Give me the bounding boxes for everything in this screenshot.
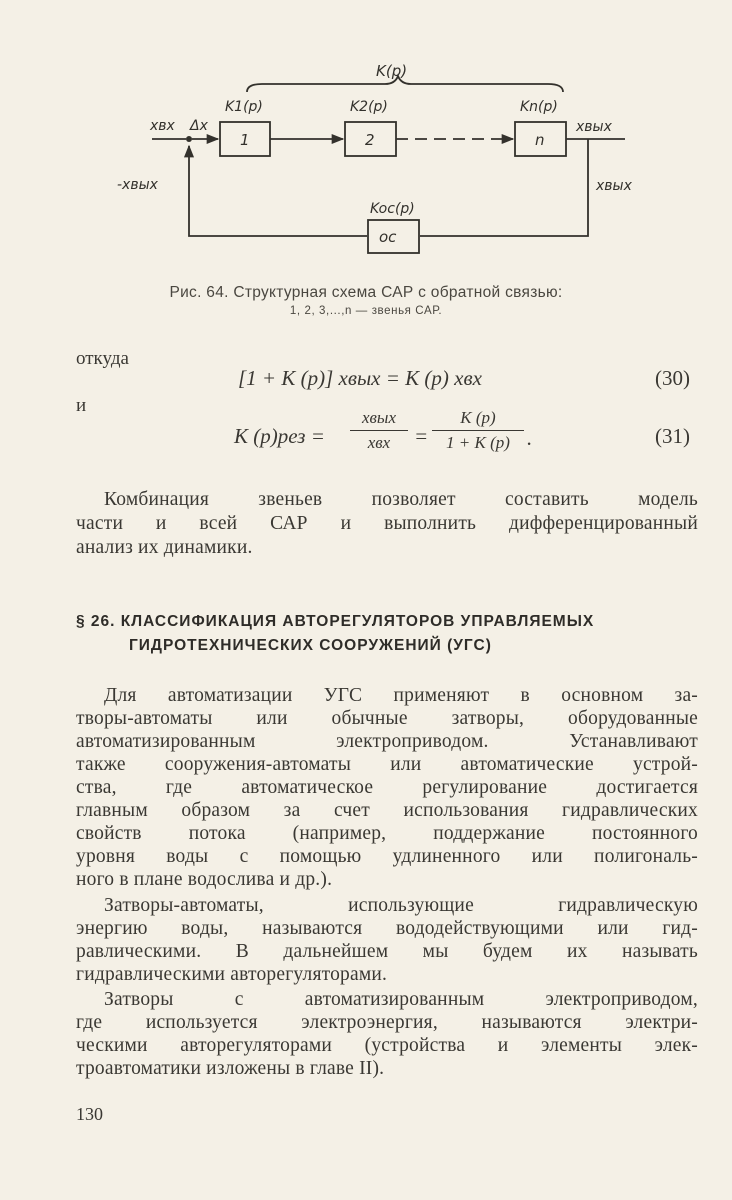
fraction-2-numerator: K (p)	[460, 408, 496, 427]
equation-31-number: (31)	[655, 424, 690, 448]
p1-line-7: свойств потока (например, поддержание постоянного	[76, 823, 698, 844]
p2-line-4: гидравлическими авторегуляторами.	[76, 964, 388, 985]
fraction-1-numerator: xвых	[362, 408, 396, 427]
caption-line-1: Рис. 64. Структурная схема САР с обратной связью:	[169, 284, 563, 301]
summing-junction	[186, 136, 192, 142]
p1-line-6: главным образом за счет использования гидравлических	[76, 800, 698, 821]
p3-line-2: где используется электроэнергия, называются электри-	[76, 1012, 698, 1033]
feedback-left	[189, 146, 367, 236]
label-k2: K2(p)	[350, 99, 388, 115]
label-k1: K1(p)	[225, 99, 263, 115]
label-kn: Kn(p)	[520, 99, 558, 115]
label-x-out: xвых	[576, 119, 612, 135]
label-x-out-feedback: xвых	[596, 178, 632, 194]
p1-line-1: Для автоматизации УГС применяют в основном за-	[104, 685, 698, 706]
fraction-1-denominator: xвх	[367, 433, 391, 452]
block-2-label: 2	[365, 131, 375, 149]
fraction-2-bar	[432, 430, 524, 431]
intro-line-1: Комбинация звеньев позволяет составить модель	[104, 489, 698, 510]
label-x-in: xвх	[150, 118, 175, 134]
p2-line-1: Затворы-автоматы, использующие гидравлическую	[104, 895, 698, 916]
equation-31-equals: =	[414, 424, 429, 448]
p2-line-2: энергию воды, называются вододействующими или гид-	[76, 918, 698, 939]
feedback-right	[420, 139, 588, 236]
block-oc-label: ос	[379, 228, 397, 246]
diagram-svg	[0, 0, 732, 270]
equation-31-fraction-1	[350, 408, 408, 453]
p3-line-1: Затворы с автоматизированным электроприводом,	[104, 989, 698, 1010]
equation-30-number: (30)	[655, 366, 690, 390]
section-heading	[76, 610, 676, 658]
block-diagram	[0, 0, 732, 270]
p1-line-2: творы-автоматы или обычные затворы, оборудованные	[76, 708, 698, 729]
equation-30: [1 + K (p)] xвых = K (p) xвх	[238, 366, 482, 390]
fraction-1-bar	[350, 430, 408, 431]
caption-line-2: 1, 2, 3,...,n — звенья САР.	[289, 305, 443, 317]
p1-line-5: ства, где автоматическое регулирование достигается	[76, 777, 698, 798]
label-dx: Δx	[190, 118, 208, 134]
intro-line-3: анализ их динамики.	[76, 537, 253, 558]
word-i: и	[76, 395, 87, 416]
section-heading-line-2: ГИДРОТЕХНИЧЕСКИХ СООРУЖЕНИЙ (УГС)	[129, 637, 492, 654]
p3-line-4: троавтоматики изложены в главе II).	[76, 1058, 385, 1079]
figure-caption	[60, 284, 672, 317]
page-number: 130	[76, 1104, 103, 1124]
word-otkuda: откуда	[76, 348, 129, 369]
equation-31-period: .	[527, 426, 533, 450]
label-neg-x-out: -xвых	[117, 177, 158, 193]
label-k-total: K(p)	[376, 62, 408, 80]
section-heading-line-1: § 26. КЛАССИФИКАЦИЯ АВТОРЕГУЛЯТОРОВ УПРАВЛЯЕМЫХ	[76, 613, 595, 630]
p1-line-3: автоматизированным электроприводом. Устанавливают	[76, 731, 698, 752]
p3-line-3: ческими авторегуляторами (устройства и элементы элек-	[76, 1035, 698, 1056]
label-koc: Koc(p)	[370, 201, 415, 217]
block-1-label: 1	[240, 131, 250, 149]
p2-line-3: равлическими. В дальнейшем мы будем их называть	[76, 941, 698, 962]
p1-line-8: уровня воды с помощью удлиненного или полигональ-	[76, 846, 698, 867]
block-n-label: n	[535, 131, 545, 149]
intro-line-2: части и всей САР и выполнить дифференцированный	[76, 513, 698, 534]
equation-31-lhs: K (p)рез =	[234, 424, 325, 448]
p1-line-4: также сооружения-автоматы или автоматические устрой-	[76, 754, 698, 775]
p1-line-9: ного в плане водослива и др.).	[76, 869, 333, 890]
fraction-2-denominator: 1 + K (p)	[446, 433, 510, 452]
equation-31-fraction-2	[432, 408, 524, 453]
